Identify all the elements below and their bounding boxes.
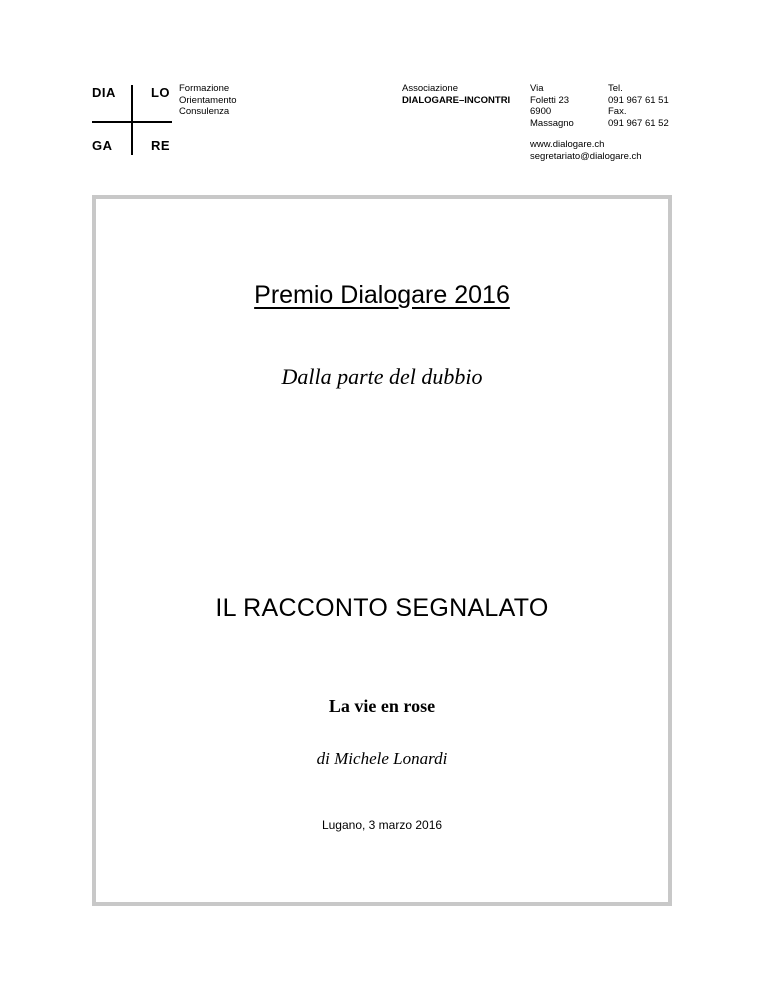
cover-frame [92,195,672,906]
address-line: Via [530,83,544,94]
association-info [402,83,510,106]
logo-text-lo: LO [150,85,170,100]
logo-divider-vertical [131,85,133,155]
address-line: Massagno [530,117,574,129]
address-line: 6900 [530,106,552,117]
service-item: Consulenza [179,106,230,117]
web-contacts [530,139,642,162]
service-item: Formazione [179,83,230,94]
website-link[interactable]: www.dialogare.ch [530,139,605,150]
logo-divider-horizontal [92,121,172,123]
cover-title: Premio Dialogare 2016 [254,281,510,309]
association-label: Associazione [402,83,458,94]
dialogare-logo [92,85,172,155]
section-heading: IL RACCONTO SEGNALATO [215,594,549,622]
fax-number: 091 967 61 52 [608,117,669,129]
logo-text-dia: DIA [92,85,116,100]
services-list [179,83,237,118]
association-name: DIALOGARE–INCONTRI [402,94,511,106]
address-line: Foletti 23 [530,94,570,106]
phone-block [608,83,669,129]
logo-text-ga: GA [92,138,113,153]
place-date: Lugano, 3 marzo 2016 [321,818,443,832]
phone-label: Tel. [608,83,623,94]
logo-text-re: RE [150,138,170,153]
fax-label: Fax. [608,106,627,117]
service-item: Orientamento [179,94,237,106]
story-title: La vie en rose [328,696,436,716]
email-link[interactable]: segretariato@dialogare.ch [530,150,642,162]
cover-subtitle: Dalla parte del dubbio [281,364,483,389]
address-block [530,83,574,129]
phone-number: 091 967 61 51 [608,94,669,106]
story-author: di Michele Lonardi [316,749,448,768]
